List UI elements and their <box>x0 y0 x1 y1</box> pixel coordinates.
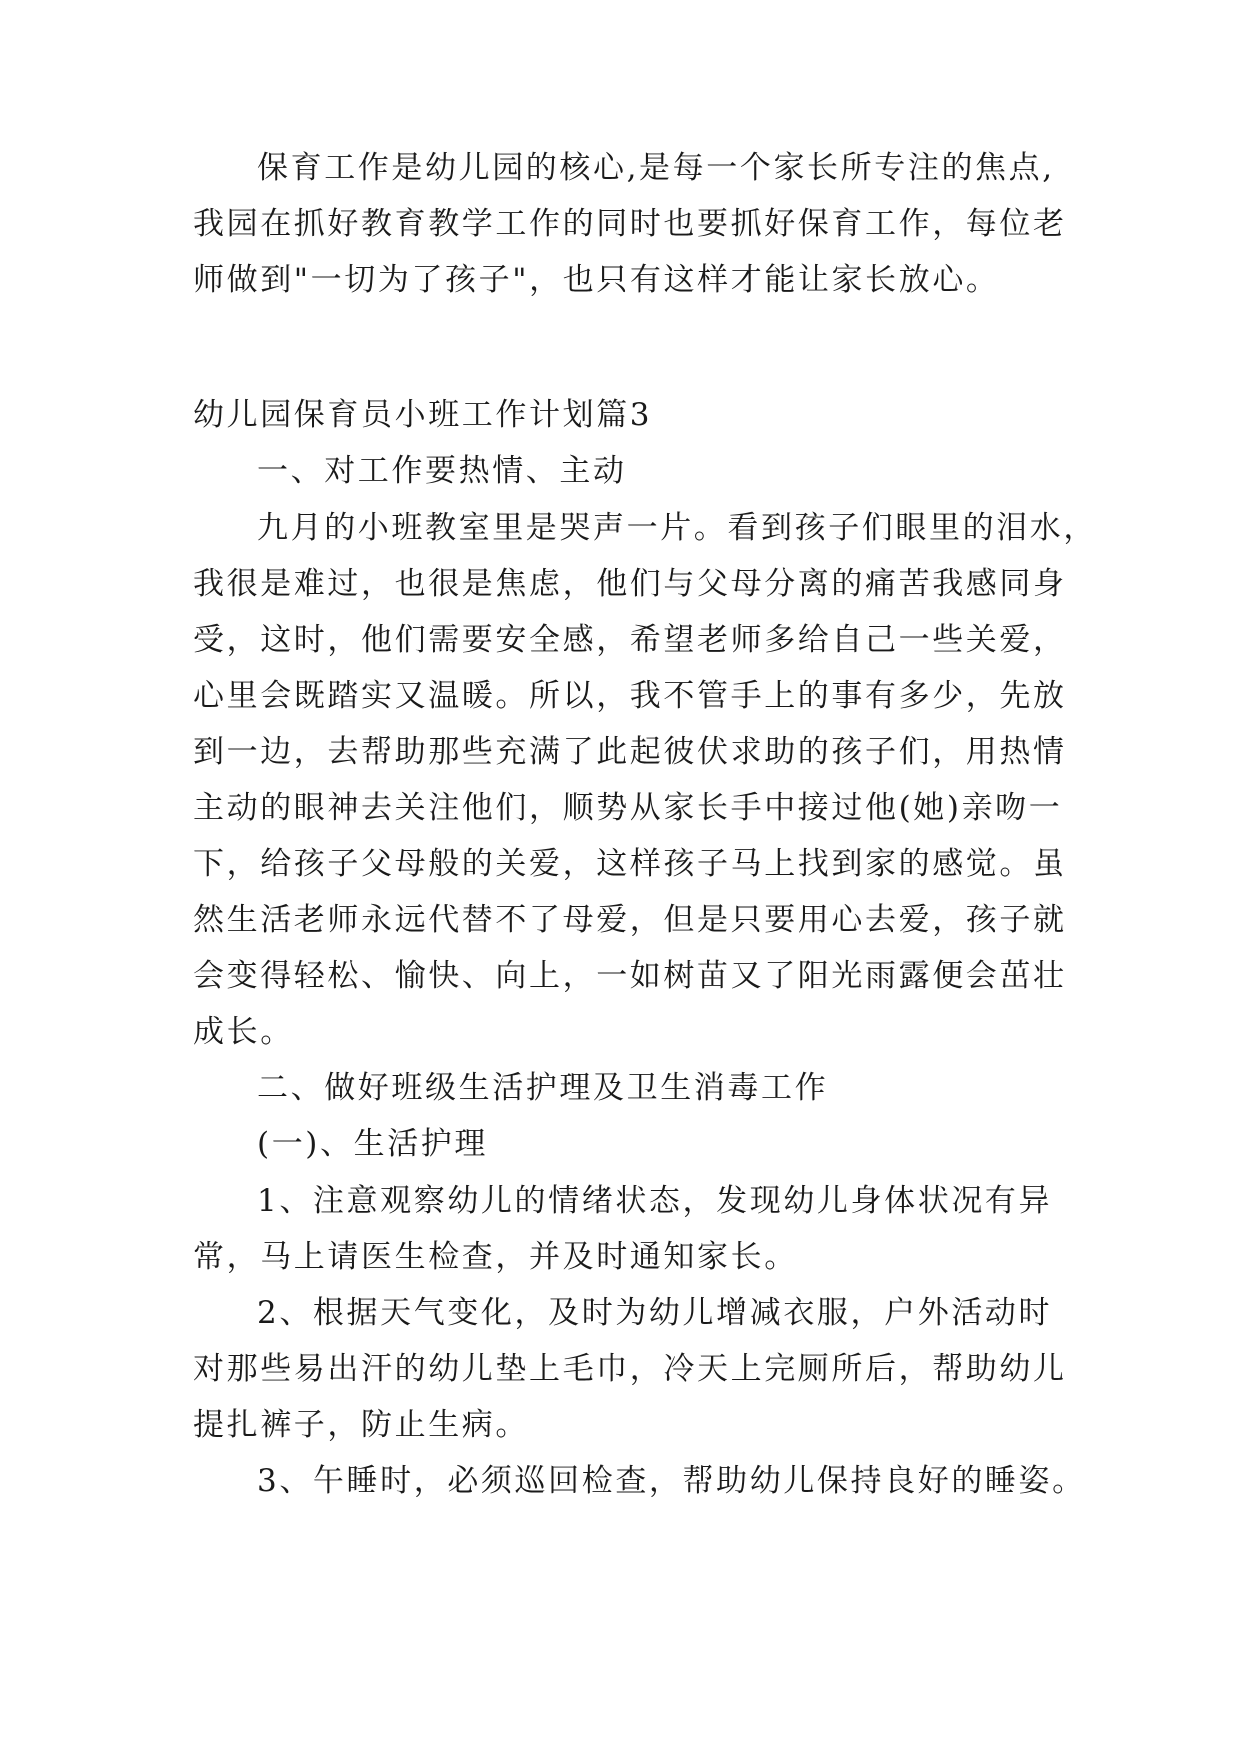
paragraph-2-line-9: 会变得轻松、愉快、向上，一如树苗又了阳光雨露便会茁壮 <box>193 958 1067 994</box>
item-2-line-1: 2、根据天气变化，及时为幼儿增减衣服，户外活动时 <box>257 1295 1053 1331</box>
paragraph-2-line-8: 然生活老师永远代替不了母爱，但是只要用心去爱，孩子就 <box>193 902 1067 938</box>
paragraph-1-line-2: 我园在抓好教育教学工作的同时也要抓好保育工作，每位老 <box>193 206 1067 242</box>
paragraph-1-line-3: 师做到"一切为了孩子"，也只有这样才能让家长放心。 <box>193 262 1000 298</box>
paragraph-2-line-2: 我很是难过，也很是焦虑，他们与父母分离的痛苦我感同身 <box>193 566 1067 602</box>
subheading-1: (一)、生活护理 <box>257 1126 488 1162</box>
item-1-line-2: 常，马上请医生检查，并及时通知家长。 <box>193 1239 798 1275</box>
paragraph-1-line-1: 保育工作是幼儿园的核心,是每一个家长所专注的焦点, <box>257 150 1055 186</box>
item-2-line-3: 提扎裤子，防止生病。 <box>193 1407 529 1443</box>
paragraph-2-line-3: 受，这时，他们需要安全感，希望老师多给自己一些关爱， <box>193 622 1067 658</box>
item-3-line-1: 3、午睡时，必须巡回检查，帮助幼儿保持良好的睡姿。 <box>257 1463 1086 1499</box>
item-2-line-2: 对那些易出汗的幼儿垫上毛巾，冷天上完厕所后，帮助幼儿 <box>193 1351 1067 1387</box>
heading-1: 一、对工作要热情、主动 <box>257 453 627 489</box>
paragraph-2-line-6: 主动的眼神去关注他们，顺势从家长手中接过他(她)亲吻一 <box>193 790 1063 826</box>
item-1-line-1: 1、注意观察幼儿的情绪状态，发现幼儿身体状况有异 <box>257 1183 1053 1219</box>
paragraph-2-line-5: 到一边，去帮助那些充满了此起彼伏求助的孩子们，用热情 <box>193 734 1067 770</box>
paragraph-2-line-1: 九月的小班教室里是哭声一片。看到孩子们眼里的泪水， <box>257 510 1097 546</box>
paragraph-2-line-10: 成长。 <box>193 1014 294 1050</box>
paragraph-2-line-7: 下，给孩子父母般的关爱，这样孩子马上找到家的感觉。虽 <box>193 846 1067 882</box>
section-title: 幼儿园保育员小班工作计划篇3 <box>193 397 653 433</box>
heading-2: 二、做好班级生活护理及卫生消毒工作 <box>257 1070 829 1106</box>
paragraph-2-line-4: 心里会既踏实又温暖。所以，我不管手上的事有多少，先放 <box>193 678 1067 714</box>
